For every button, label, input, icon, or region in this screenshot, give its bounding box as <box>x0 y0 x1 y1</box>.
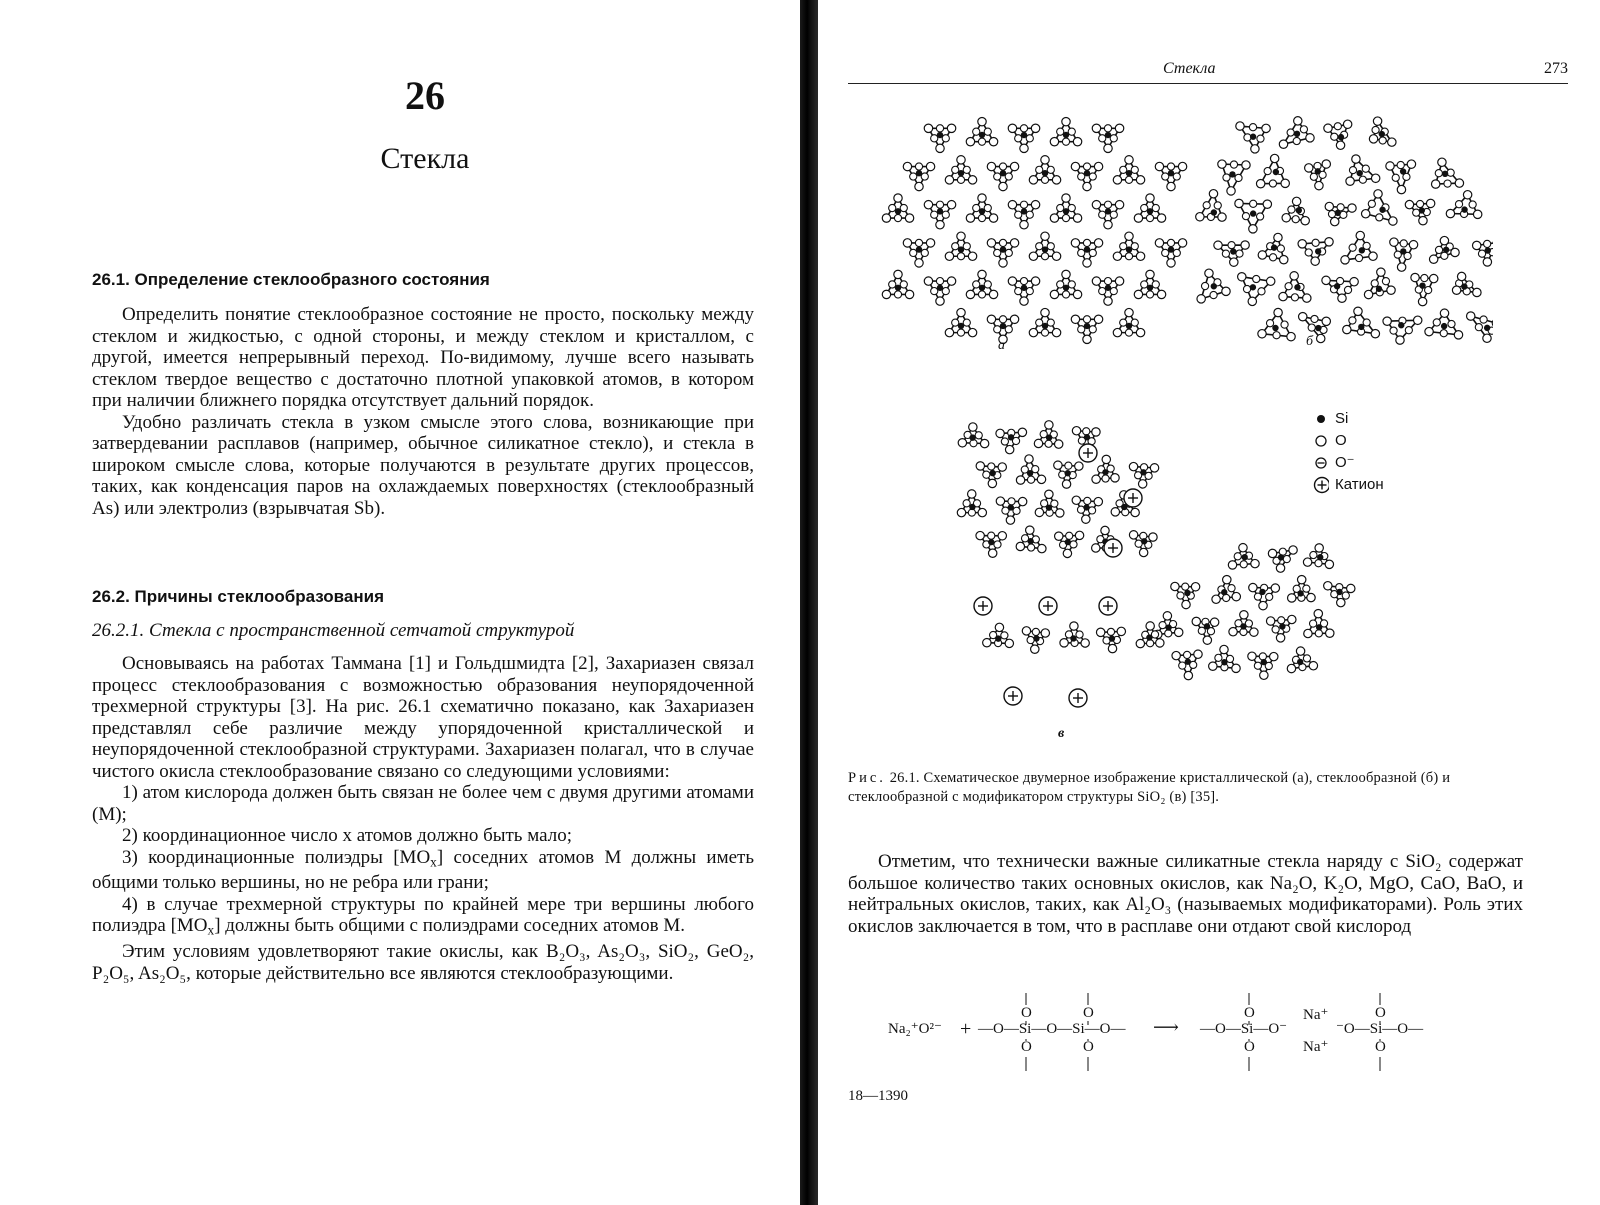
sio-triangle <box>1096 627 1125 653</box>
sio-triangle <box>882 270 914 298</box>
eq-o-up-2: O <box>1083 1005 1094 1021</box>
condition-2: 2) координационное число x атомов должно быть мало; <box>122 825 572 846</box>
eq-reactant: Na₂⁺O²⁻ <box>888 1021 942 1037</box>
sio-triangle <box>945 232 977 260</box>
sio-triangle <box>976 462 1006 488</box>
sio-triangle <box>1092 201 1124 229</box>
eq-o-up-1: O <box>1021 1005 1032 1021</box>
sio-triangle <box>1298 238 1333 266</box>
sio-triangle <box>1008 201 1040 229</box>
sio-triangle <box>1268 546 1297 573</box>
sio-triangle <box>1050 270 1082 298</box>
condition-3: 3) координационные полиэдры $[MO_x]$ соседних атомов M должны иметь общими только вершины, но не ребра или грани; <box>92 846 754 894</box>
section-heading-26-2: 26.2. Причины стеклообразования <box>92 587 384 606</box>
eq-plus: + <box>960 1018 972 1040</box>
sio-triangle <box>1266 615 1296 642</box>
eq-chain-right-a: —O—Si—O⁻ <box>1200 1021 1288 1037</box>
sio-triangle <box>1113 232 1145 260</box>
figure-legend <box>1313 408 1384 496</box>
sio-triangle <box>1050 194 1082 222</box>
sio-triangle <box>1361 190 1397 226</box>
sio-triangle <box>1055 531 1084 557</box>
sio-triangle <box>1192 617 1219 644</box>
plus-circle-icon <box>1313 477 1329 493</box>
running-head-title: Стекла <box>1163 60 1216 77</box>
right-page <box>818 0 1600 1205</box>
legend-item-cation: Катион <box>1313 474 1384 496</box>
sio-triangle <box>1411 273 1438 305</box>
sio-triangle <box>945 308 977 336</box>
sio-triangle <box>1238 273 1275 306</box>
sio-triangle <box>966 117 998 145</box>
sio-triangle <box>1071 315 1103 343</box>
sio-triangle <box>1304 609 1334 637</box>
sio-triangle <box>1346 155 1380 186</box>
sio-triangle <box>1212 576 1241 604</box>
chapter-number: 26 <box>405 73 445 118</box>
sio-triangle <box>1473 238 1493 266</box>
cation-marker <box>1039 597 1057 615</box>
sio-triangle <box>1369 117 1396 146</box>
eq-arrow: ⟶ <box>1153 1017 1179 1037</box>
paragraph: Отметим, что технически важные силикатные стекла наряду с SiO₂ содержат большое количество таких основных окислов, как Na₂O, K₂O, MgO, CaO, BaO, и нейтральных окислов, таких, как Al₂O₃ (называемых модификаторами). Роль этих окислов заключается в том, что в расплаве они отдают свой кислород <box>848 851 1523 937</box>
closing-paragraph: Этим условиям удовлетворяют такие окислы, как B₂O₃, As₂O₃, SiO₂, GeO₂, P₂O₅, As₂O₅, которые действительно все являются стеклообразующими. <box>92 941 754 984</box>
sio-triangle <box>1022 627 1049 654</box>
sio-triangle <box>1341 231 1377 264</box>
open-circle-icon <box>1313 433 1329 449</box>
sio-triangle <box>1209 645 1241 672</box>
sio-triangle <box>987 239 1019 267</box>
sio-triangle <box>1092 277 1124 305</box>
filled-dot-icon <box>1313 411 1329 427</box>
sio-triangle <box>1092 455 1119 483</box>
sio-triangle <box>945 156 977 184</box>
paragraph: Основываясь на работах Таммана [1] и Гольдшмидта [2], Захариазен связал процесс стеклообразования с возможностью образования неупорядоченной трехмерной структуры [3]. На рис. 26.1 схематично показано, как Захариазен представлял себе различие между упорядоченной кристаллической и неупорядоченной стеклообразной структурами. Захариазен полагал, что в случае чистого окисла стеклообразование связано со следующими условиями: <box>92 653 754 782</box>
eq-o-down-2: O <box>1083 1039 1094 1055</box>
sio-triangle <box>957 490 986 517</box>
sio-triangle <box>958 423 989 448</box>
sio-triangle <box>1364 268 1395 299</box>
sio-triangle <box>1228 544 1259 570</box>
book-spine <box>800 0 818 1205</box>
sio-triangle <box>1129 462 1158 488</box>
sio-triangle <box>1258 308 1295 341</box>
sio-triangle <box>1390 238 1418 271</box>
sio-triangle <box>1071 162 1103 190</box>
figure-label-a: а <box>998 338 1005 353</box>
section-2-body <box>92 653 754 984</box>
sio-triangle <box>987 162 1019 190</box>
eq-na-top: Na⁺ <box>1303 1007 1329 1023</box>
cation-marker <box>1004 687 1022 705</box>
sio-triangle <box>966 194 998 222</box>
cation-marker <box>974 597 992 615</box>
sio-triangle <box>996 428 1027 454</box>
sio-triangle <box>1305 160 1331 190</box>
sio-triangle <box>1197 269 1230 303</box>
sio-triangle <box>1035 490 1064 517</box>
sio-triangle <box>1279 272 1311 303</box>
sio-triangle <box>1288 575 1316 602</box>
cation-marker <box>1079 444 1097 462</box>
cation-marker <box>1124 489 1142 507</box>
sio-triangle <box>1431 158 1463 188</box>
sio-triangle <box>1172 650 1202 680</box>
sio-triangle <box>1196 190 1227 222</box>
figure-label-b: б <box>1306 334 1314 349</box>
sio-triangle <box>1050 117 1082 145</box>
sio-triangle <box>1324 120 1352 149</box>
sio-triangle <box>1054 461 1083 488</box>
sio-triangle <box>1383 316 1422 344</box>
condition-1: 1) атом кислорода должен быть связан не более чем с двумя другими атомами (M); <box>92 782 754 825</box>
sio-triangle <box>1322 276 1358 302</box>
sio-triangle <box>1405 199 1435 225</box>
sio-triangle <box>1303 544 1333 569</box>
sio-triangle <box>1129 531 1157 557</box>
sio-triangle <box>1113 156 1145 184</box>
legend-item-si: Si <box>1313 408 1384 430</box>
sio-triangle <box>1279 117 1314 149</box>
sio-triangle <box>1235 199 1272 233</box>
minus-circle-icon <box>1313 455 1329 471</box>
sio-triangle <box>1134 270 1166 298</box>
eq-o-up-3: O <box>1244 1005 1255 1021</box>
sio-triangle <box>1071 239 1103 267</box>
sio-triangle <box>966 270 998 298</box>
paragraph: Удобно различать стекла в узком смысле этого слова, возникающие при затвердевании расплавов (например, обычное силикатное стекло), и стекла в широком смысле слова, которые получаются в результате других процессов, таких, как конденсация паров на охлаждаемых поверхностях (стеклообразный As) или электролиз (взрывчатая Sb). <box>92 411 754 519</box>
sio-triangle <box>1467 312 1493 343</box>
eq-chain-left: —O—Si—O—Si—O— <box>978 1021 1126 1037</box>
running-head <box>848 60 1568 84</box>
sio-triangle <box>1072 496 1102 523</box>
sio-triangle <box>1229 611 1258 637</box>
sio-triangle <box>1256 154 1289 188</box>
sio-triangle <box>1452 272 1481 296</box>
sio-triangle <box>1236 122 1270 153</box>
sio-triangle <box>1324 582 1355 607</box>
sio-triangle <box>1287 647 1317 673</box>
section-heading-26-1: 26.1. Определение стеклообразного состояния <box>92 270 490 289</box>
sio-triangle <box>1299 312 1331 342</box>
signature-code: 18—1390 <box>848 1088 908 1104</box>
subsection-heading-26-2-1: 26.2.1. Стекла с пространственной сетчатой структурой <box>92 620 575 641</box>
sio-triangle <box>1249 583 1280 609</box>
legend-item-o-minus: O⁻ <box>1313 452 1384 474</box>
sio-triangle <box>1282 197 1309 225</box>
reaction-equation <box>878 985 1478 1085</box>
sio-triangle <box>1134 194 1166 222</box>
sio-triangle <box>1343 307 1380 338</box>
sio-triangle <box>1386 160 1416 194</box>
figure-b-glassy-network <box>1173 95 1493 345</box>
cation-marker <box>1104 539 1122 557</box>
sio-triangle <box>1034 421 1063 449</box>
sio-triangle <box>903 162 935 190</box>
sio-triangle <box>1029 308 1061 336</box>
figure-a-crystalline-lattice <box>858 95 1188 345</box>
sio-triangle <box>976 531 1007 557</box>
eq-chain-right-b: ⁻O—Si—O— <box>1336 1021 1424 1037</box>
sio-triangle <box>1325 202 1356 226</box>
section-1-body <box>92 304 754 519</box>
eq-o-down-4: O <box>1375 1039 1386 1055</box>
sio-triangle <box>1425 309 1463 339</box>
sio-triangle <box>1008 277 1040 305</box>
sio-triangle <box>1113 308 1145 336</box>
sio-triangle <box>924 277 956 305</box>
sio-triangle <box>924 201 956 229</box>
sio-triangle <box>1029 156 1061 184</box>
paragraph: Определить понятие стеклообразное состояние не просто, поскольку между стеклом и жидкостью, с одной стороны, и между стеклом и кристаллом, с другой, имеется непрерывный переход. По-видимому, лучше всего называть стеклом твердое вещество с достаточно плотной упаковкой атомов, в котором при наличии ближнего порядка отсутствует дальний порядок. <box>92 304 754 411</box>
cation-marker <box>1099 597 1117 615</box>
sio-triangle <box>924 124 956 152</box>
sio-triangle <box>1446 191 1482 219</box>
chapter-title: Стекла <box>380 142 470 175</box>
sio-triangle <box>1092 124 1124 152</box>
eq-na-bottom: Na⁺ <box>1303 1039 1329 1055</box>
sio-triangle <box>882 194 914 222</box>
sio-triangle <box>1008 124 1040 152</box>
figure-caption: Рис. 26.1. Схематическое двумерное изображение кристаллической (а), стеклообразной (б) и стеклообразной с модификатором структуры SiO₂ (в) [35]. <box>848 770 1451 805</box>
sio-triangle <box>1171 582 1200 608</box>
sio-triangle <box>1429 236 1459 263</box>
sio-triangle <box>983 623 1014 647</box>
condition-4: 4) в случае трехмерной структуры по крайней мере три вершины любого полиэдра $[MO_x]$ должны быть общими с полиэдрами соседних атомов M. <box>92 893 754 938</box>
eq-o-down-3: O <box>1244 1039 1255 1055</box>
sio-triangle <box>1218 160 1250 195</box>
sio-triangle <box>1016 526 1046 553</box>
cation-marker <box>1069 689 1087 707</box>
legend-item-o: O <box>1313 430 1384 452</box>
sio-triangle <box>1016 455 1045 484</box>
eq-o-down-1: O <box>1021 1039 1032 1055</box>
sio-triangle <box>1060 622 1089 647</box>
sio-triangle <box>903 239 935 267</box>
sio-triangle <box>1258 233 1288 264</box>
page-number: 273 <box>1544 60 1568 77</box>
eq-o-up-4: O <box>1375 1005 1386 1021</box>
right-page-body <box>848 851 1523 937</box>
sio-triangle <box>996 497 1027 524</box>
figure-label-c: в <box>1058 726 1065 741</box>
oxide-list: B₂O₃, As₂O₃, SiO₂, GeO₂, P₂O₅, As₂O₅ <box>92 941 754 984</box>
sio-triangle <box>1248 652 1278 679</box>
sio-triangle <box>1214 241 1249 266</box>
sio-triangle <box>1029 232 1061 260</box>
